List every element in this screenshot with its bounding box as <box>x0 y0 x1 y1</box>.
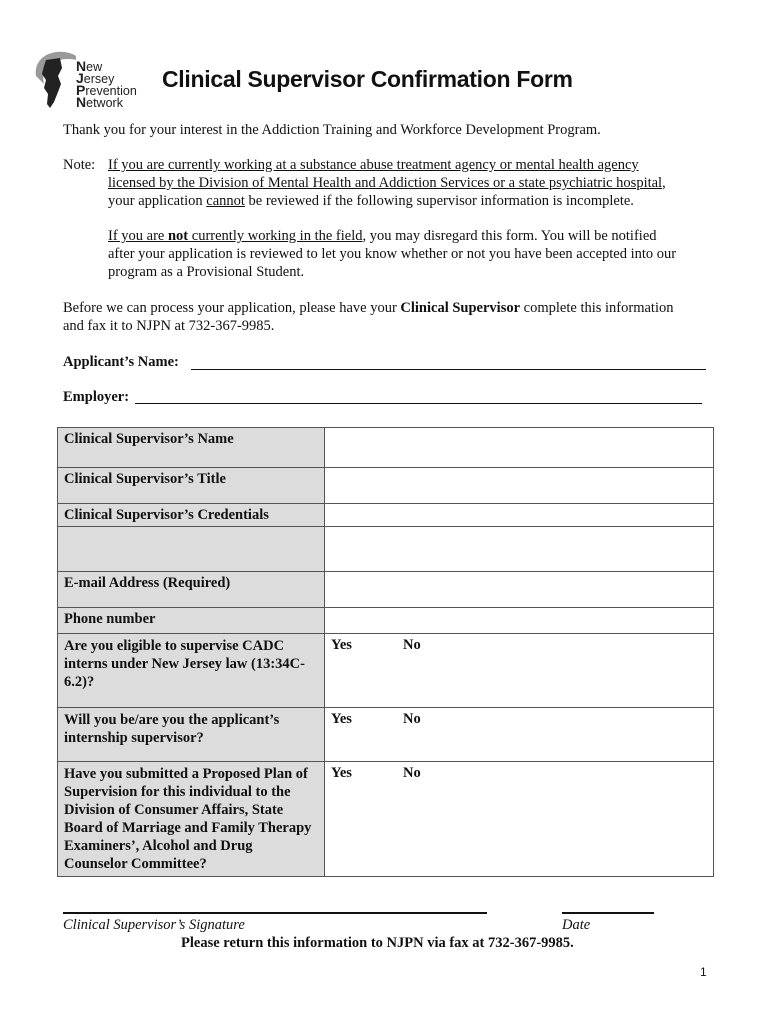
table-row <box>58 504 714 527</box>
row-label: E-mail Address (Required) <box>58 572 325 608</box>
njpn-logo <box>30 46 142 116</box>
employer-field[interactable] <box>135 403 702 404</box>
question-internship-supervisor: Will you be/are you the applicant’s internship supervisor? <box>58 708 325 762</box>
date-label: Date <box>562 917 591 933</box>
page-number: 1 <box>700 965 707 979</box>
phone-field[interactable] <box>325 608 714 634</box>
supervisor-credentials-field[interactable] <box>325 504 714 527</box>
row-label: Clinical Supervisor’s Name <box>58 428 325 468</box>
employer-label: Employer: <box>63 389 130 405</box>
yes-option[interactable]: Yes <box>331 637 352 653</box>
yes-option[interactable]: Yes <box>331 765 352 781</box>
date-line[interactable] <box>562 912 654 914</box>
table-row <box>58 428 714 468</box>
supervisor-name-field[interactable] <box>325 428 714 468</box>
row-label: Clinical Supervisor’s Title <box>58 468 325 504</box>
no-option[interactable]: No <box>403 711 421 727</box>
question-cadc-eligibility: Are you eligible to supervise CADC interns under New Jersey law (13:34C-6.2)? <box>58 634 325 708</box>
intro-text: Thank you for your interest in the Addiction Training and Workforce Development Program. <box>63 122 601 138</box>
no-option[interactable]: No <box>403 637 421 653</box>
new-jersey-map-icon <box>30 46 78 116</box>
row-label: Phone number <box>58 608 325 634</box>
logo-line-jersey: Jersey <box>76 70 115 86</box>
row-label: Clinical Supervisor’s Credentials <box>58 504 325 527</box>
table-row <box>58 572 714 608</box>
page-title: Clinical Supervisor Confirmation Form <box>162 66 573 92</box>
yes-option[interactable]: Yes <box>331 711 352 727</box>
note-paragraph-2: If you are not currently working in the field, you may disregard this form. You will be notified after your application is reviewed to let you know whether or not you have been accepted into our program as a Provisional Student. <box>108 228 677 280</box>
applicant-name-label: Applicant’s Name: <box>63 354 179 370</box>
row-label <box>58 527 325 572</box>
email-field[interactable] <box>325 572 714 608</box>
logo-line-prevention: Prevention <box>76 82 137 98</box>
table-row <box>58 468 714 504</box>
answer-cell <box>325 634 714 708</box>
note-label: Note: <box>63 157 96 173</box>
supervisor-title-field[interactable] <box>325 468 714 504</box>
supervisor-credentials-extra-field[interactable] <box>325 527 714 572</box>
table-row <box>58 634 714 708</box>
note-paragraph-1: If you are currently working at a substance abuse treatment agency or mental health agency licensed by the Division of Mental Health and Addiction Services or a state psychiatric hospital, your application cannot be reviewed if the following supervisor information is incomplete. <box>108 157 666 209</box>
table-row <box>58 608 714 634</box>
return-instructions: Please return this information to NJPN via fax at 732-367-9985. <box>181 935 574 951</box>
signature-label: Clinical Supervisor’s Signature <box>63 917 245 933</box>
signature-line[interactable] <box>63 912 487 914</box>
no-option[interactable]: No <box>403 765 421 781</box>
instructions-paragraph: Before we can process your application, please have your Clinical Supervisor complete this information and fax it to NJPN at 732-367-9985. <box>63 300 674 334</box>
table-row <box>58 708 714 762</box>
table-row <box>58 527 714 572</box>
logo-line-new: New <box>76 58 103 74</box>
applicant-name-field[interactable] <box>191 369 706 370</box>
question-proposed-plan: Have you submitted a Proposed Plan of Supervision for this individual to the Division of Consumer Affairs, State Board of Marriage and Family Therapy Examiners’, Alcohol and Drug Counselor Committee? <box>58 762 325 877</box>
table-row <box>58 762 714 877</box>
logo-line-network: Network <box>76 94 123 110</box>
answer-cell <box>325 708 714 762</box>
supervisor-info-table <box>57 427 714 877</box>
answer-cell <box>325 762 714 877</box>
